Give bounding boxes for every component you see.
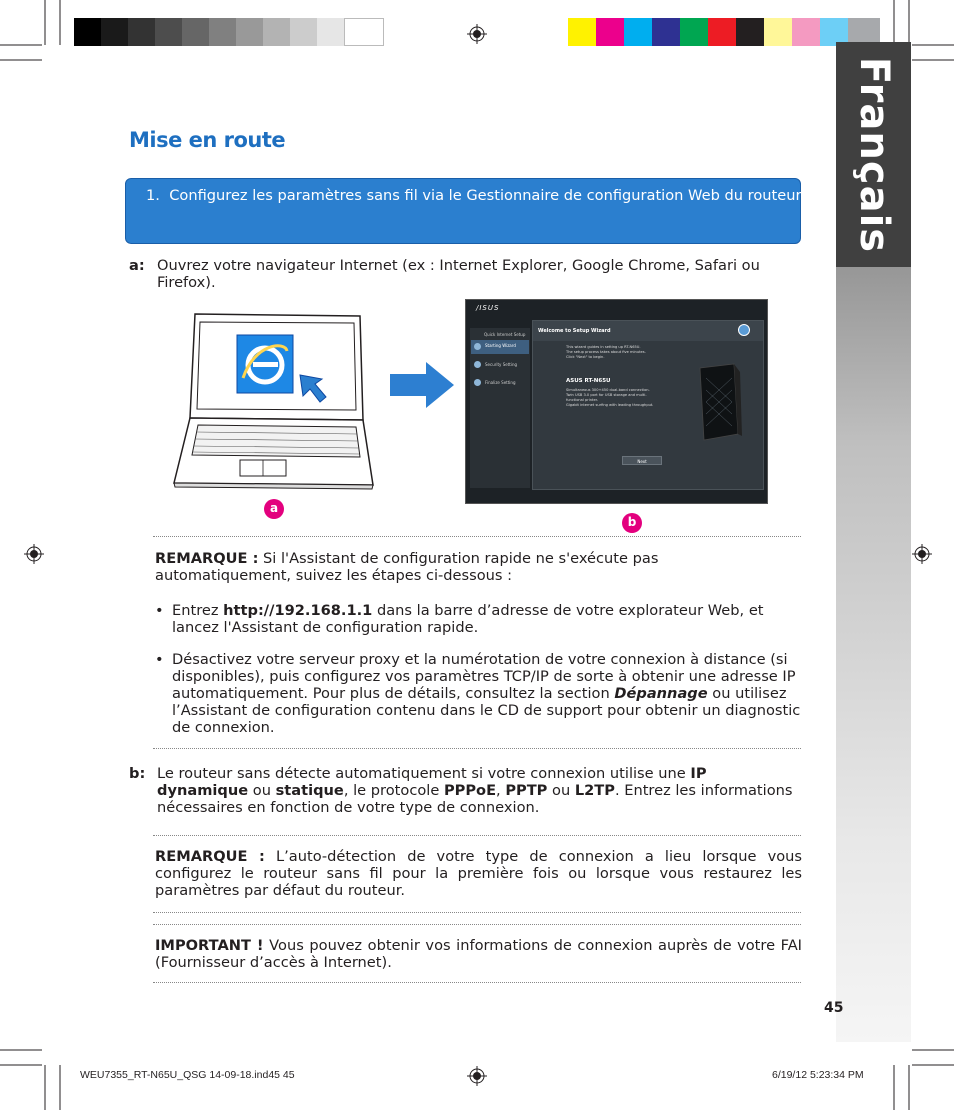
important-text: Vous pouvez obtenir vos informations de connexion auprès de votre FAI (Fournisseur d’accès à Internet). bbox=[155, 937, 802, 971]
internet-explorer-icon bbox=[235, 333, 295, 395]
remark-label: REMARQUE : bbox=[155, 550, 259, 567]
cursor-arrow-icon bbox=[292, 369, 332, 409]
bullet-text: dans la barre d’adresse de votre explorateur Web, et lancez l'Assistant de configuration rapide. bbox=[172, 602, 764, 636]
divider bbox=[153, 924, 801, 925]
divider bbox=[153, 912, 801, 913]
feature-line: Gigabit internet surfing with leading throughput. bbox=[566, 403, 654, 407]
section-title: Mise en route bbox=[129, 128, 286, 152]
remark-1 bbox=[155, 550, 795, 584]
step-b-text: Le routeur sans détecte automatiquement si votre connexion utilise une IP dynamique ou statique, le protocole PPPoE, PPTP ou L2TP. Entrez les informations nécessaires en fonction de votre type de connexion. bbox=[157, 765, 793, 816]
step-b-letter: b: bbox=[129, 765, 146, 782]
troubleshooting-reference: Dépannage bbox=[614, 685, 708, 702]
bullet-2 bbox=[172, 651, 802, 736]
bullet-dot: • bbox=[155, 651, 164, 668]
remark-2 bbox=[155, 848, 802, 899]
gui-features bbox=[566, 388, 653, 408]
remark-text: L’auto-détection de votre type de connexion a lieu lorsque vous configurez le routeur sans fil pour la première fois ou lorsque vous restaurez les paramètres par défaut du routeur. bbox=[155, 848, 803, 899]
divider bbox=[153, 536, 801, 537]
menu-bullet-icon bbox=[474, 343, 481, 350]
intro-line: Click "Next" to begin. bbox=[566, 355, 605, 359]
step-1-text: 1. Configurez les paramètres sans fil via le Gestionnaire de configuration Web du routeur. bbox=[146, 187, 805, 204]
feature-line: functional printer. bbox=[566, 398, 598, 402]
gui-model-title: ASUS RT-N65U bbox=[566, 378, 611, 384]
step-a-letter: a: bbox=[129, 257, 145, 274]
gui-menu-label: Starting Wizard bbox=[485, 343, 516, 348]
gui-next-button[interactable]: Next bbox=[622, 456, 662, 465]
right-arrow-icon bbox=[388, 360, 458, 410]
bullet-dot: • bbox=[155, 602, 164, 619]
registration-mark-icon bbox=[467, 1066, 487, 1086]
setup-wizard-screenshot bbox=[465, 299, 768, 504]
registration-mark-icon bbox=[24, 544, 44, 564]
page-number: 45 bbox=[824, 1000, 844, 1016]
bullet-text: ou utilisez l’Assistant de configuration contenu dans le CD de support pour obtenir un diagnostic de connexion. bbox=[172, 685, 801, 736]
footer-file-info: WEU7355_RT-N65U_QSG 14-09-18.ind45 45 bbox=[80, 1069, 295, 1081]
registration-mark-icon bbox=[912, 544, 932, 564]
divider bbox=[153, 748, 801, 749]
menu-bullet-icon bbox=[474, 361, 481, 368]
intro-line: The setup process takes about five minutes. bbox=[566, 350, 646, 354]
gui-intro bbox=[566, 345, 646, 360]
gui-menu-security-setting[interactable]: Security Setting bbox=[485, 362, 518, 367]
gui-sidebar-title: Quick Internet Setup bbox=[484, 332, 526, 337]
router-image bbox=[694, 362, 744, 444]
router-url: http://192.168.1.1 bbox=[223, 602, 373, 619]
figure-marker-b: b bbox=[622, 513, 642, 533]
divider bbox=[153, 982, 801, 983]
divider bbox=[153, 835, 801, 836]
bullet-text: Entrez bbox=[172, 602, 224, 619]
home-icon[interactable] bbox=[738, 324, 750, 336]
important-note bbox=[155, 937, 802, 971]
feature-line: Simultaneous 300+450 dual-band connection. bbox=[566, 388, 650, 392]
asus-logo: /ISUS bbox=[476, 304, 500, 312]
remark-label: REMARQUE : bbox=[155, 848, 265, 865]
registration-mark-icon bbox=[467, 24, 487, 44]
language-label: Français bbox=[850, 56, 897, 253]
bullet-text: Désactivez votre serveur proxy et la numérotation de votre connexion à distance (si disponibles), puis configurez vos paramètres TCP/IP de sorte à obtenir une adresse IP automatiquement. Pour plus de détails, consultez la section bbox=[172, 651, 796, 702]
intro-line: This wizard guides in setting up RT-N65U. bbox=[566, 345, 641, 349]
important-label: IMPORTANT ! bbox=[155, 937, 264, 954]
remark-text: Si l'Assistant de configuration rapide ne s'exécute pas automatiquement, suivez les étapes ci-dessous : bbox=[155, 550, 659, 584]
menu-bullet-icon bbox=[474, 379, 481, 386]
gui-panel-title: Welcome to Setup Wizard bbox=[538, 328, 611, 334]
step-a-text: Ouvrez votre navigateur Internet (ex : Internet Explorer, Google Chrome, Safari ou Firefox). bbox=[157, 257, 760, 291]
footer-timestamp: 6/19/12 5:23:34 PM bbox=[772, 1069, 864, 1081]
figure-marker-a: a bbox=[264, 499, 284, 519]
bullet-1 bbox=[172, 602, 797, 636]
feature-line: Twin USB 3.0 port for USB storage and multi- bbox=[566, 393, 647, 397]
gui-menu-finalize-setting[interactable]: Finalize Setting bbox=[485, 380, 516, 385]
